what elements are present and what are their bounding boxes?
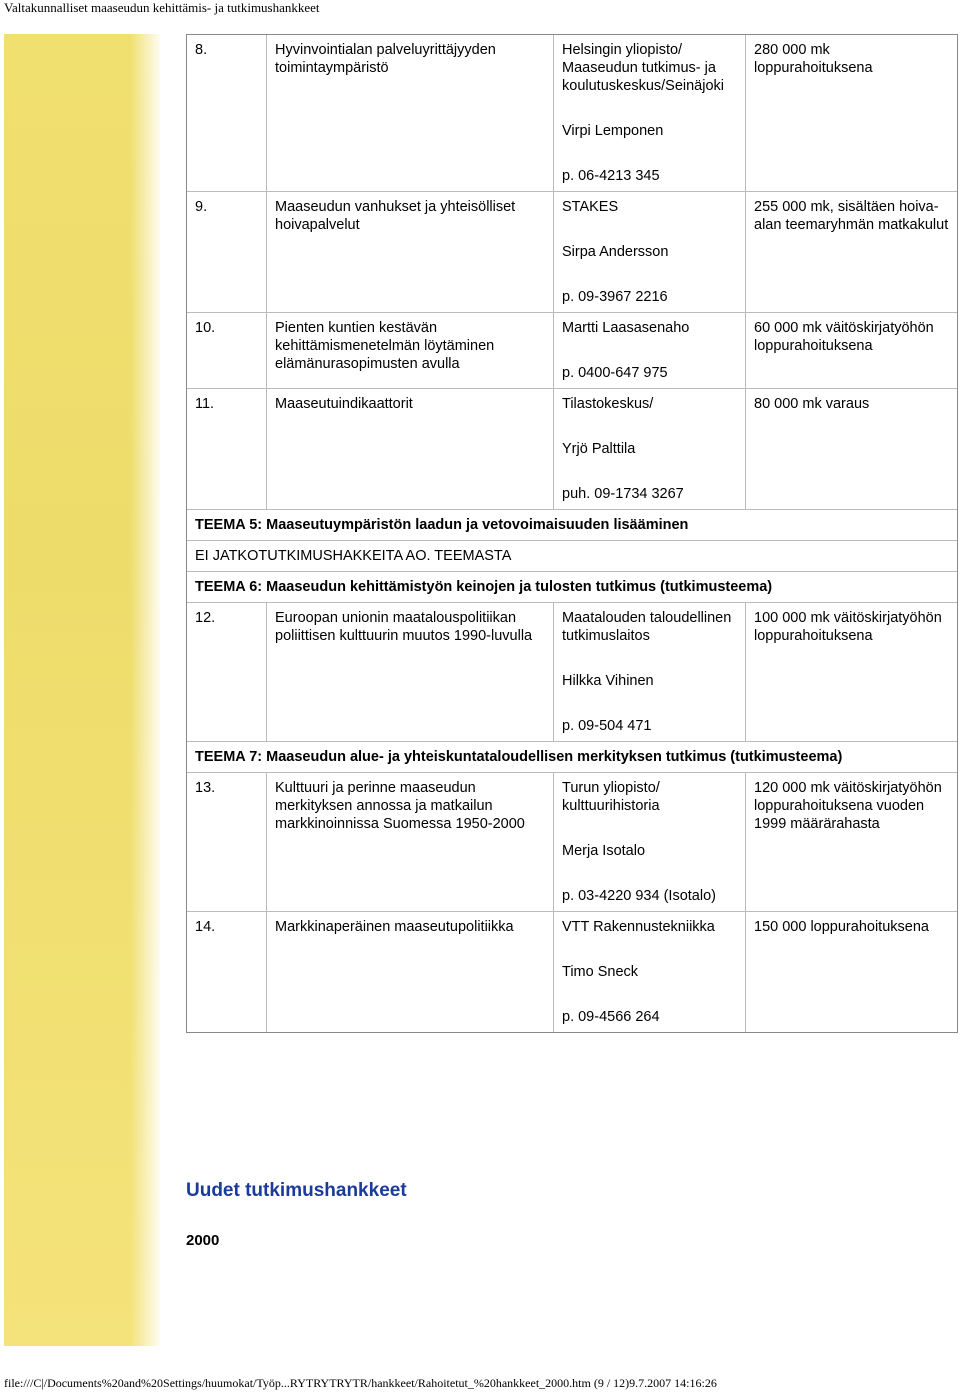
org-line: Timo Sneck (562, 964, 639, 980)
project-title: Euroopan unionin maatalouspolitiikan poliittisen kulttuurin muutos 1990-luvulla (267, 602, 554, 741)
project-organization (554, 602, 746, 741)
org-line: Martti Laasasenaho (562, 320, 690, 336)
org-line: Helsingin yliopisto/ Maaseudun tutkimus- ja koulutuskeskus/Seinäjoki (562, 42, 725, 94)
org-line: Yrjö Palttila (562, 441, 636, 457)
theme-note: EI JATKOTUTKIMUSHAKKEITA AO. TEEMASTA (187, 540, 957, 571)
project-funding: 60 000 mk väitöskirjatyöhön loppurahoituksena (746, 312, 957, 388)
projects-table-container (186, 34, 958, 1033)
project-title: Pienten kuntien kestävän kehittämismenetelmän löytäminen elämänurasopimusten avulla (267, 312, 554, 388)
org-line: Sirpa Andersson (562, 244, 669, 260)
project-title: Markkinaperäinen maaseutupolitiikka (267, 911, 554, 1032)
org-line: p. 03-4220 934 (Isotalo) (562, 888, 716, 904)
theme-heading: TEEMA 6: Maaseudun kehittämistyön keinojen ja tulosten tutkimus (tutkimusteema) (187, 571, 957, 602)
table-row (187, 191, 957, 312)
project-title: Maaseutuindikaattorit (267, 388, 554, 509)
row-number: 10. (187, 312, 267, 388)
project-funding: 255 000 mk, sisältäen hoiva-alan teemaryhmän matkakulut (746, 191, 957, 312)
table-row (187, 388, 957, 509)
project-organization (554, 772, 746, 911)
table-row (187, 35, 957, 191)
theme-note-row (187, 540, 957, 571)
row-number: 11. (187, 388, 267, 509)
org-line: p. 06-4213 345 (562, 168, 660, 184)
org-line: p. 0400-647 975 (562, 365, 668, 381)
theme-heading-row (187, 571, 957, 602)
org-line: Tilastokeskus/ (562, 396, 654, 412)
org-line: Merja Isotalo (562, 843, 646, 859)
project-funding: 280 000 mk loppurahoituksena (754, 42, 873, 76)
theme-heading: TEEMA 5: Maaseutuympäristön laadun ja vetovoimaisuuden lisääminen (187, 509, 957, 540)
project-organization (554, 388, 746, 509)
row-number: 12. (187, 602, 267, 741)
theme-heading: TEEMA 7: Maaseudun alue- ja yhteiskuntataloudellisen merkityksen tutkimus (tutkimusteema) (187, 741, 957, 772)
org-line: Turun yliopisto/ kulttuurihistoria (562, 780, 660, 814)
new-projects-year: 2000 (186, 1232, 220, 1249)
org-line: p. 09-504 471 (562, 718, 652, 734)
org-line: Hilkka Vihinen (562, 673, 654, 689)
row-number: 14. (187, 911, 267, 1032)
table-row (187, 312, 957, 388)
projects-table (186, 34, 958, 1033)
page-footer-path: file:///C|/Documents%20and%20Settings/huumokat/Työp...RYTRYTRYTR/hankkeet/Rahoitetut_%20hankkeet_2000.htm (9 / 12)9.7.2007 14:16:26 (4, 1376, 717, 1390)
project-organization (554, 312, 746, 388)
org-line: Maatalouden taloudellinen tutkimuslaitos (562, 610, 732, 644)
table-row (187, 772, 957, 911)
table-row (187, 602, 957, 741)
project-organization (554, 191, 746, 312)
project-funding: 120 000 mk väitöskirjatyöhön loppurahoituksena vuoden 1999 määrärahasta (746, 772, 957, 911)
project-organization (554, 35, 746, 191)
org-line: p. 09-4566 264 (562, 1009, 660, 1025)
org-line: puh. 09-1734 3267 (562, 486, 684, 502)
row-number: 8. (187, 35, 267, 191)
decorative-sidebar (4, 34, 160, 1346)
org-line: VTT Rakennustekniikka (562, 919, 715, 935)
page-header: Valtakunnalliset maaseudun kehittämis- ja tutkimushankkeet (4, 0, 320, 15)
row-number: 13. (187, 772, 267, 911)
table-row (187, 911, 957, 1032)
project-organization (554, 911, 746, 1032)
project-funding: 150 000 loppurahoituksena (746, 911, 957, 1032)
org-line: Virpi Lemponen (562, 123, 664, 139)
project-funding: 80 000 mk varaus (746, 388, 957, 509)
project-funding: 100 000 mk väitöskirjatyöhön loppurahoituksena (746, 602, 957, 741)
project-title: Hyvinvointialan palveluyrittäjyyden toimintaympäristö (267, 35, 554, 191)
org-line: STAKES (562, 199, 619, 215)
theme-heading-row (187, 741, 957, 772)
project-title: Maaseudun vanhukset ja yhteisölliset hoivapalvelut (267, 191, 554, 312)
row-number: 9. (187, 191, 267, 312)
theme-heading-row (187, 509, 957, 540)
org-line: p. 09-3967 2216 (562, 289, 668, 305)
new-projects-heading: Uudet tutkimushankkeet (186, 1180, 407, 1201)
project-title: Kulttuuri ja perinne maaseudun merkityksen annossa ja matkailun markkinoinnissa Suomessa 1950-2000 (267, 772, 554, 911)
